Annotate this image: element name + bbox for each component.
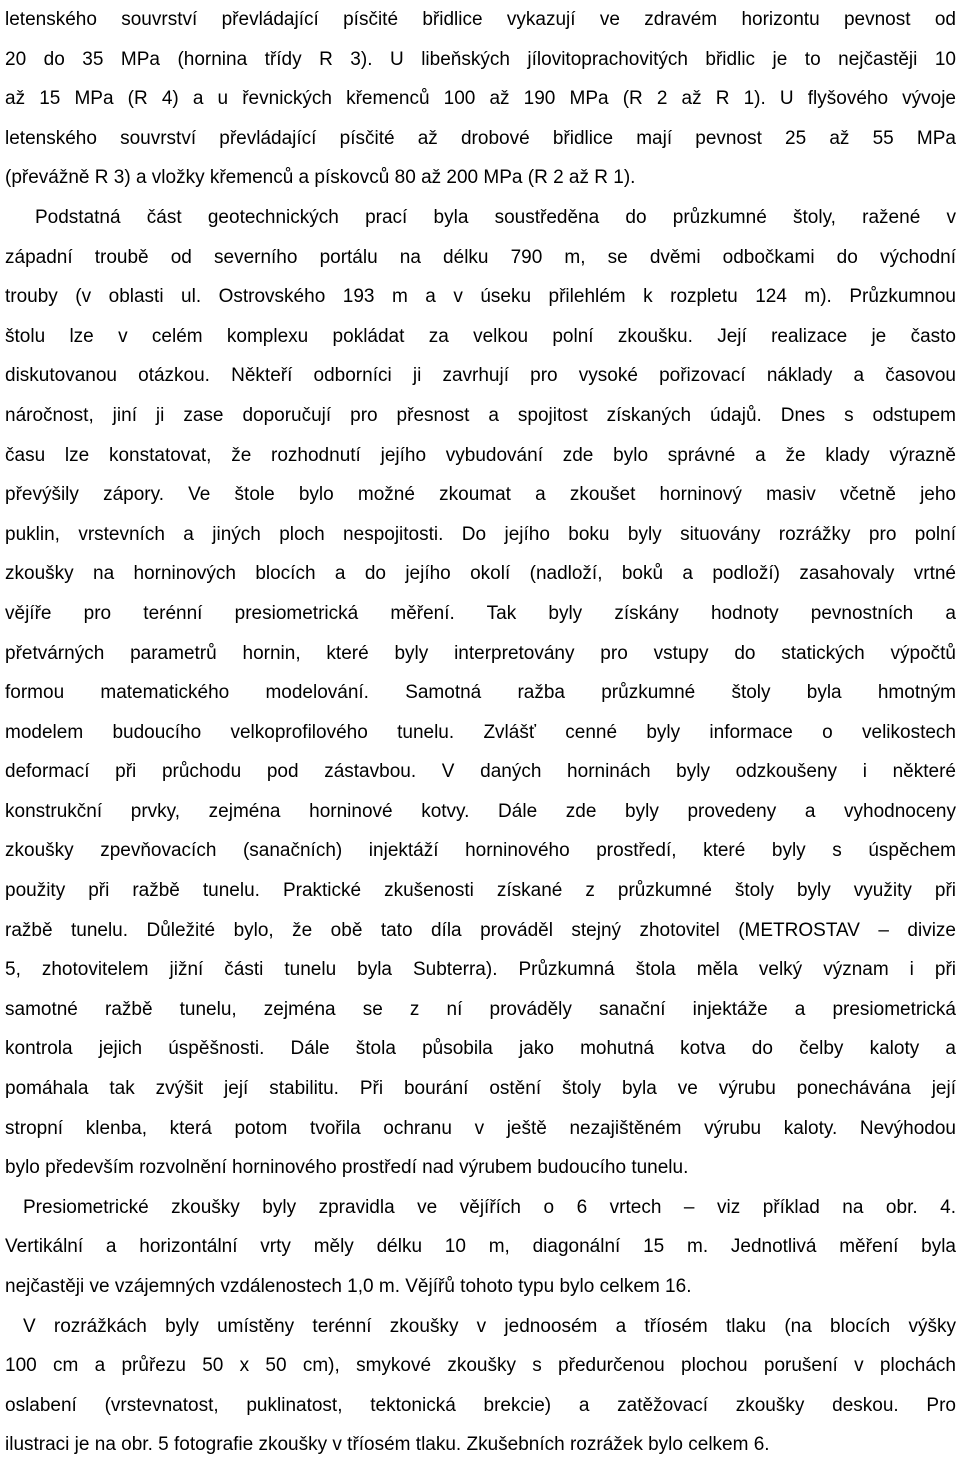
text-line: použity při ražbě tunelu. Praktické zkušenosti získané z průzkumné štoly byly využity při — [5, 880, 956, 902]
text-line: 100 cm a průřezu 50 x 50 cm), smykové zkoušky s předurčenou plochou porušení v plochách — [5, 1355, 956, 1377]
text-line: formou matematického modelování. Samotná ražba průzkumné štoly byla hmotným — [5, 682, 956, 704]
text-line: Podstatná část geotechnických prací byla soustředěna do průzkumné štoly, ražené v — [35, 206, 956, 228]
text-line: zkoušky zpevňovacích (sanačních) injektáží horninového prostředí, které byly s úspěchem — [5, 840, 956, 862]
text-line: přetvárných parametrů hornin, které byly interpretovány pro vstupy do statických výpočtů — [5, 642, 956, 664]
text-line: konstrukční prvky, zejména horninové kotvy. Dále zde byly provedeny a vyhodnoceny — [5, 800, 956, 822]
text-line: až 15 MPa (R 4) a u řevnických křemenců 100 až 190 MPa (R 2 až R 1). U flyšového vývoje — [5, 88, 956, 110]
text-line: letenského souvrství převládající písčité až drobové břidlice mají pevnost 25 až 55 MPa — [5, 127, 956, 149]
text-line: samotné ražbě tunelu, zejména se z ní prováděly sanační injektáže a presiometrická — [5, 998, 956, 1020]
text-line: převýšily zápory. Ve štole bylo možné zkoumat a zkoušet horninový masiv včetně jeho — [5, 484, 956, 506]
text-line: pomáhala tak zvýšit její stabilitu. Při bourání ostění štoly byla ve výrubu ponechávána její — [5, 1078, 956, 1100]
text-line: trouby (v oblasti ul. Ostrovského 193 m a v úseku přilehlém k rozpletu 124 m). Průzkumnou — [5, 286, 956, 308]
text-line: deformací při průchodu pod zástavbou. V daných horninách byly odzkoušeny i některé — [5, 761, 956, 783]
paragraph-exploratory-gallery — [5, 198, 956, 1188]
text-line: ražbě tunelu. Důležité bylo, že obě tato díla prováděl stejný zhotovitel (METROSTAV – divize — [5, 919, 956, 941]
text-line: stropní klenba, která potom tvořila ochranu v ještě nezajištěném výrubu kaloty. Nevýhodou — [5, 1117, 956, 1139]
document-page — [5, 0, 956, 1465]
text-line: bylo především rozvolnění horninového prostředí nad výrubem budoucího tunelu. — [5, 1157, 689, 1179]
text-line: času lze konstatovat, že rozhodnutí jejího vybudování zde bylo správné a že klady výrazně — [5, 444, 956, 466]
paragraph-field-tests — [5, 1307, 956, 1465]
text-line: zkoušky na horninových blocích a do jejího okolí (nadloží, boků a podloží) zasahovaly vrtné — [5, 563, 956, 585]
text-line: ilustraci je na obr. 5 fotografie zkoušky v tříosém tlaku. Zkušebních rozrážek bylo celkem 6. — [5, 1434, 770, 1456]
text-line: puklin, vrstevních a jiných ploch nespojitosti. Do jejího boku byly situovány rozrážky pro polní — [5, 523, 956, 545]
text-line: Presiometrické zkoušky byly zpravidla ve vějířích o 6 vrtech – viz příklad na obr. 4. — [23, 1196, 956, 1218]
text-line: oslabení (vrstevnatost, puklinatost, tektonická brekcie) a zatěžovací zkoušky deskou. Pro — [5, 1394, 956, 1416]
text-line: nejčastěji ve vzájemných vzdálenostech 1,0 m. Vějířů tohoto typu bylo celkem 16. — [5, 1276, 692, 1297]
text-line: náročnost, jiní ji zase doporučují pro přesnost a spojitost získaných údajů. Dnes s odstupem — [5, 404, 956, 426]
text-line: (převážně R 3) a vložky křemenců a pískovců 80 až 200 MPa (R 2 až R 1). — [5, 167, 636, 189]
text-line: štolu lze v celém komplexu pokládat za velkou polní zkoušku. Její realizace je často — [5, 325, 956, 347]
text-line: diskutovanou otázkou. Někteří odborníci ji zavrhují pro vysoké pořizovací náklady a časovou — [5, 365, 956, 387]
paragraph-pressuremeter-tests — [5, 1188, 956, 1307]
text-line: Vertikální a horizontální vrty měly délku 10 m, diagonální 15 m. Jednotlivá měření byla — [5, 1236, 956, 1258]
text-line: západní troubě od severního portálu na délku 790 m, se dvěmi odbočkami do východní — [5, 246, 956, 268]
text-line: modelem budoucího velkoprofilového tunelu. Zvlášť cenné byly informace o velikostech — [5, 721, 956, 743]
text-line: V rozrážkách byly umístěny terénní zkoušky v jednoosém a tříosém tlaku (na blocích výšky — [23, 1315, 956, 1337]
text-line: 20 do 35 MPa (hornina třídy R 3). U libeňských jílovitoprachovitých břidlic je to nejčastěji 10 — [5, 48, 956, 70]
paragraph-rock-strength — [5, 0, 956, 198]
text-line: letenského souvrství převládající písčité břidlice vykazují ve zdravém horizontu pevnost od — [5, 9, 956, 30]
text-line: vějíře pro terénní presiometrická měření. Tak byly získány hodnoty pevnostních a — [5, 602, 956, 624]
text-line: 5, zhotovitelem jižní části tunelu byla Subterra). Průzkumná štola měla velký význam i při — [5, 959, 956, 981]
text-line: kontrola jejich úspěšnosti. Dále štola působila jako mohutná kotva do čelby kaloty a — [5, 1038, 956, 1060]
